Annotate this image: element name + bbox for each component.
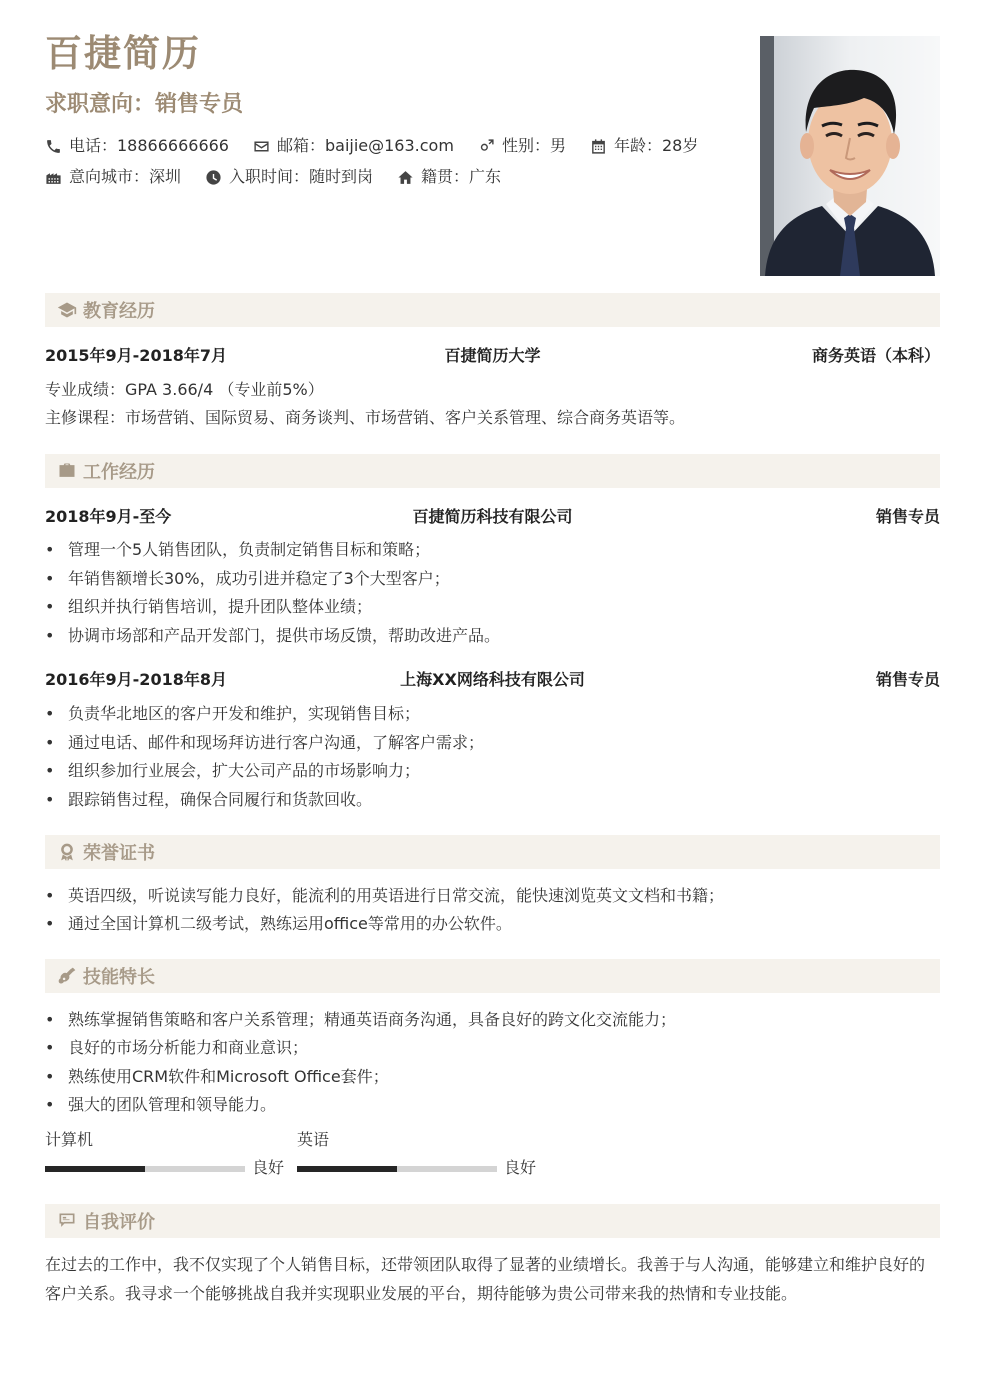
section-title-text: 荣誉证书 [83, 843, 155, 864]
entry-time-text: 入职时间：随时到岗 [229, 167, 374, 186]
clock-icon [205, 169, 222, 186]
gender-text: 性别：男 [501, 136, 566, 155]
section-title-text: 教育经历 [83, 301, 155, 322]
phone-icon [45, 138, 62, 155]
list-item: • 跟踪销售过程，确保合同履行和货款回收。 [45, 788, 372, 812]
resume-header [45, 30, 745, 189]
job-intent: 求职意向：销售专员 [45, 92, 244, 117]
list-item: • 通过全国计算机二级考试，熟练运用office等常用的办公软件。 [45, 912, 512, 936]
skill-name-english: 英语 [297, 1130, 330, 1149]
graduation-cap-icon [57, 300, 77, 320]
skill-bar-fill [297, 1166, 397, 1172]
section-skills-title [45, 959, 940, 993]
list-item: • 通过电话、邮件和现场拜访进行客户沟通，了解客户需求； [45, 731, 484, 755]
hometown-text: 籍贯：广东 [421, 167, 502, 186]
city-text: 意向城市：深圳 [69, 167, 182, 186]
job-role: 销售专员 [875, 507, 940, 526]
job-date: 2018年9月-至今 [45, 507, 172, 526]
section-title-text: 自我评价 [83, 1212, 155, 1233]
job-date: 2016年9月-2018年8月 [45, 670, 227, 689]
job-role: 销售专员 [875, 670, 940, 689]
skill-bar-fill [45, 1166, 145, 1172]
city-icon [45, 169, 62, 186]
self-evaluation-text: 在过去的工作中，我不仅实现了个人销售目标，还带领团队取得了显著的业绩增长。我善于与人沟通，能够建立和维护良好的客户关系。我寻求一个能够挑战自我并实现职业发展的平台，期待能够为贵公司带来我的热情和专业技能。 [45, 1255, 926, 1303]
section-work-title [45, 454, 940, 488]
education-row [45, 343, 940, 367]
hometown-info [397, 165, 501, 189]
skill-bar-english [297, 1166, 497, 1172]
age-text: 年龄：28岁 [613, 136, 699, 155]
section-education-title [45, 293, 940, 327]
list-item: • 管理一个5人销售团队，负责制定销售目标和策略； [45, 538, 430, 562]
education-date: 2015年9月-2018年7月 [45, 346, 227, 365]
gender-icon [478, 138, 495, 155]
phone-info [45, 134, 229, 158]
education-courses: 主修课程：市场营销、国际贸易、商务谈判、市场营销、客户关系管理、综合商务英语等。 [45, 408, 686, 427]
section-honors-title [45, 835, 940, 869]
list-item: • 英语四级，听说读写能力良好，能流利的用英语进行日常交流，能快速浏览英文文档和书籍； [45, 884, 724, 908]
home-icon [397, 169, 414, 186]
job-company: 上海XX网络科技有限公司 [400, 670, 585, 689]
list-item: • 协调市场部和产品开发部门，提供市场反馈，帮助改进产品。 [45, 624, 500, 648]
education-school: 百捷简历大学 [444, 346, 541, 365]
mail-icon [253, 138, 270, 155]
list-item: • 负责华北地区的客户开发和维护，实现销售目标； [45, 702, 420, 726]
skill-bar-computer [45, 1166, 245, 1172]
education-gpa: 专业成绩：GPA 3.66/4 （专业前5%） [45, 380, 324, 399]
list-item: • 熟练使用CRM软件和Microsoft Office套件； [45, 1065, 389, 1089]
entry-time-info [205, 165, 373, 189]
contact-row-1 [45, 134, 745, 158]
age-info [590, 134, 698, 158]
presentation-icon [57, 1211, 77, 1231]
phone-text: 电话：18866666666 [69, 136, 229, 155]
list-item: • 组织参加行业展会，扩大公司产品的市场影响力； [45, 759, 420, 783]
city-info [45, 165, 181, 189]
list-item: • 熟练掌握销售策略和客户关系管理；精通英语商务沟通，具备良好的跨文化交流能力； [45, 1008, 676, 1032]
job-row [45, 667, 940, 691]
list-item: • 强大的团队管理和领导能力。 [45, 1093, 276, 1117]
section-title-text: 工作经历 [83, 462, 155, 483]
briefcase-icon [57, 461, 77, 481]
job-row [45, 504, 940, 528]
guitar-icon [57, 966, 77, 986]
calendar-icon [590, 138, 607, 155]
profile-photo [760, 36, 940, 276]
candidate-name: 百捷简历 [45, 32, 201, 75]
section-self-title [45, 1204, 940, 1238]
gender-info [478, 134, 566, 158]
avatar [760, 36, 940, 276]
email-text: 邮箱：baijie@163.com [276, 136, 454, 155]
contact-row-2 [45, 165, 745, 189]
education-major: 商务英语（本科） [811, 346, 940, 365]
job-company: 百捷简历科技有限公司 [412, 507, 573, 526]
email-info [253, 134, 454, 158]
award-icon [57, 842, 77, 862]
skill-level-english: 良好 [504, 1158, 537, 1177]
list-item: • 良好的市场分析能力和商业意识； [45, 1036, 308, 1060]
skill-level-computer: 良好 [252, 1158, 285, 1177]
skill-name-computer: 计算机 [45, 1130, 94, 1149]
list-item: • 组织并执行销售培训，提升团队整体业绩； [45, 595, 372, 619]
list-item: • 年销售额增长30%，成功引进并稳定了3个大型客户； [45, 567, 450, 591]
section-title-text: 技能特长 [83, 967, 155, 988]
